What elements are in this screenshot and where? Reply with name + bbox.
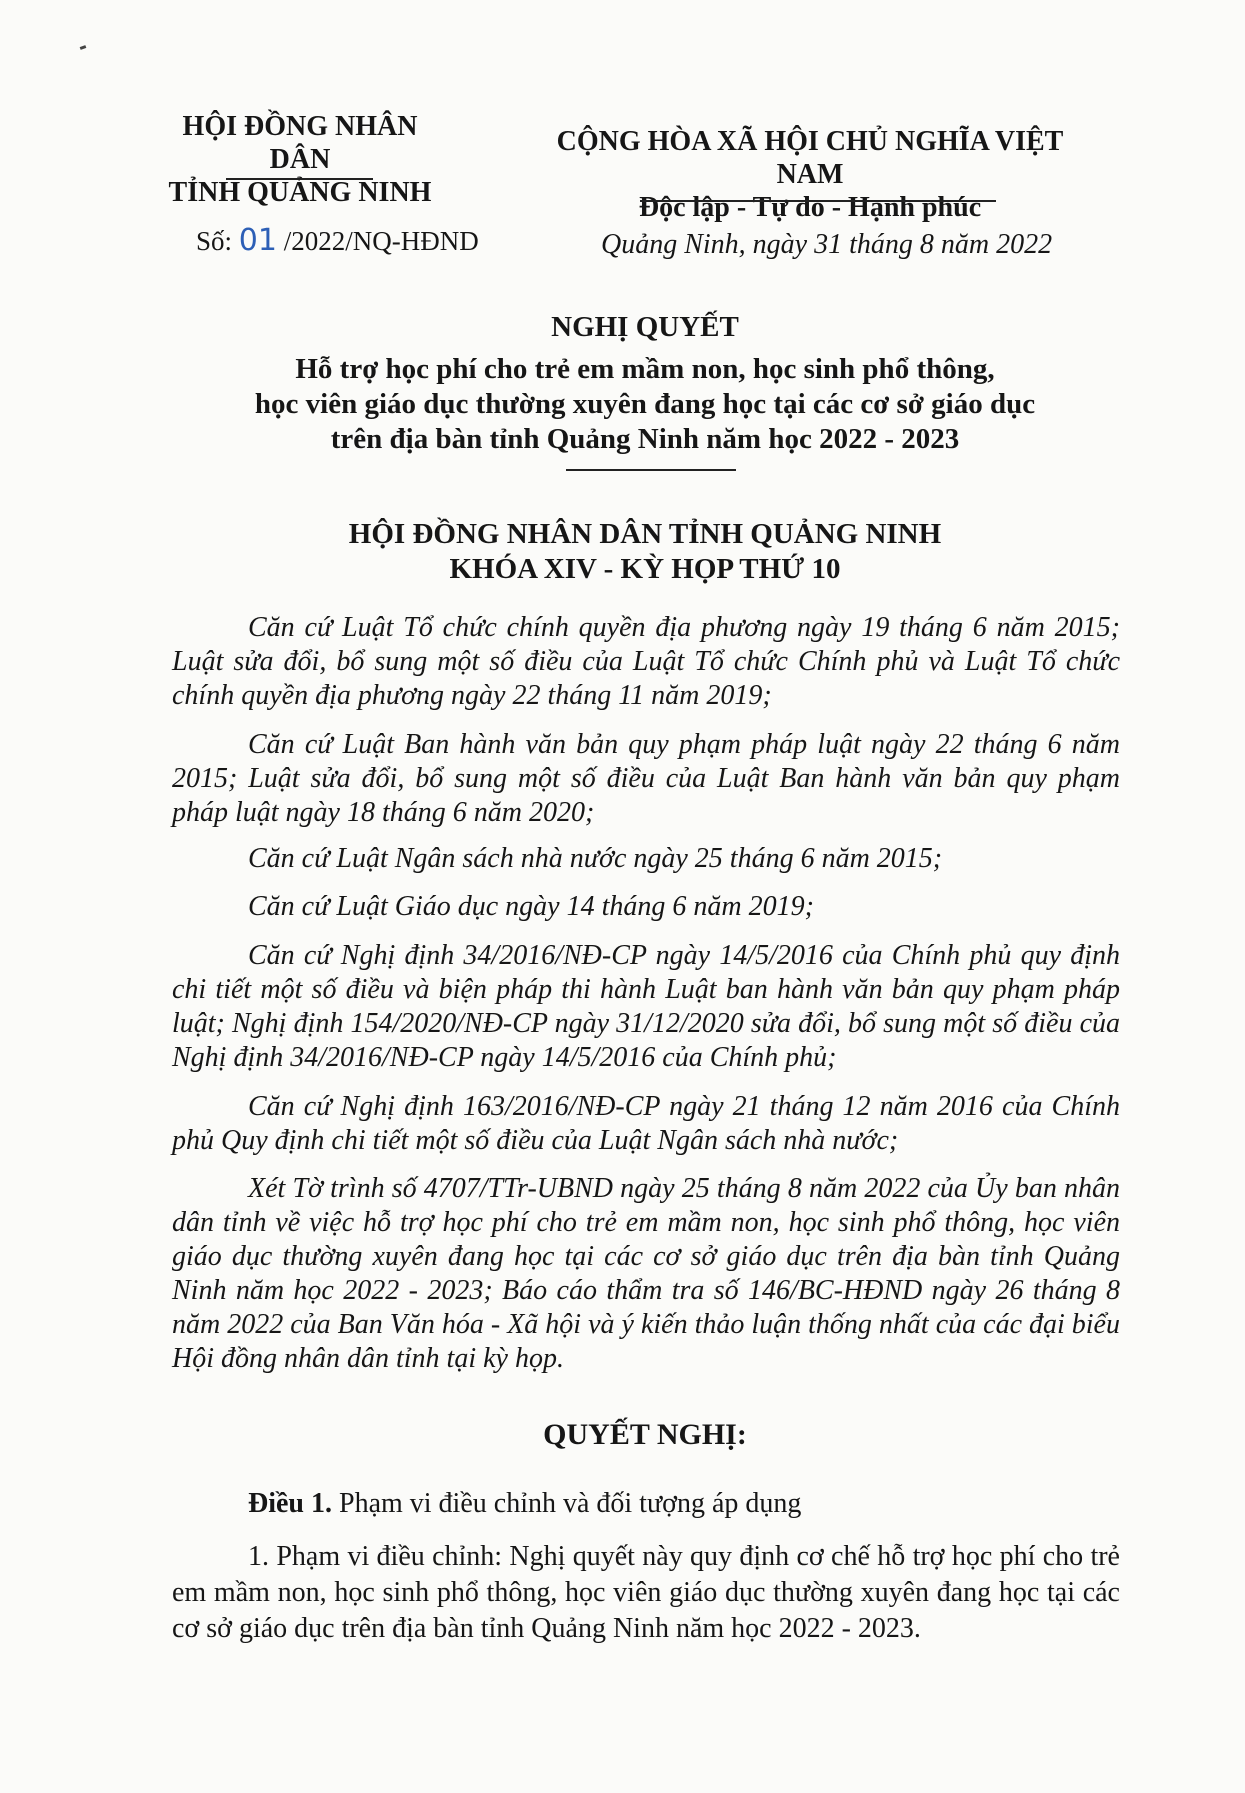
authority-line1: HỘI ĐỒNG NHÂN DÂN TỈNH QUẢNG NINH	[348, 518, 942, 550]
title-line2: học viên giáo dục thường xuyên đang học tại các cơ sở giáo dục	[254, 388, 1036, 420]
title-line1: Hỗ trợ học phí cho trẻ em mầm non, học sinh phổ thông,	[295, 353, 995, 385]
country-name: CỘNG HÒA XÃ HỘI CHỦ NGHĨA VIỆT NAM	[556, 126, 1064, 190]
preamble-paragraph: Xét Tờ trình số 4707/TTr-UBND ngày 25 tháng 8 năm 2022 của Ủy ban nhân dân tỉnh về việc hỗ trợ học phí cho trẻ em mầm non, học sinh phổ thông, học viên giáo dục thường xuyên đang học tại các cơ sở giáo dục trên địa bàn tỉnh Quảng Ninh năm học 2022 - 2023; Báo cáo thẩm tra số 146/BC-HĐND ngày 26 tháng 8 năm 2022 của Ban Văn hóa - Xã hội và ý kiến thảo luận thống nhất của các đại biểu Hội đồng nhân dân tỉnh tại kỳ họp.	[172, 1173, 1120, 1374]
title-block	[150, 352, 1140, 457]
national-motto-block	[520, 125, 1100, 224]
issuer-line2: TỈNH QUẢNG NINH	[168, 177, 432, 208]
preamble-paragraph: Căn cứ Luật Tổ chức chính quyền địa phương ngày 19 tháng 6 năm 2015; Luật sửa đổi, bổ sung một số điều của Luật Tổ chức Chính phủ và Luật Tổ chức chính quyền địa phương ngày 22 tháng 11 năm 2019;	[172, 612, 1120, 711]
authority-line2: KHÓA XIV - KỲ HỌP THỨ 10	[449, 553, 841, 585]
preamble-paragraph: Căn cứ Luật Ngân sách nhà nước ngày 25 tháng 6 năm 2015;	[248, 843, 943, 874]
issuer-line1: HỘI ĐỒNG NHÂN DÂN	[182, 111, 418, 175]
preamble-paragraph: Căn cứ Luật Ban hành văn bản quy phạm pháp luật ngày 22 tháng 6 năm 2015; Luật sửa đổi, bổ sung một số điều của Luật Ban hành văn bản quy phạm pháp luật ngày 18 tháng 6 năm 2020;	[172, 729, 1120, 828]
preamble-paragraph: Căn cứ Luật Giáo dục ngày 14 tháng 6 năm 2019;	[248, 891, 814, 922]
article-1-title: Phạm vi điều chỉnh và đối tượng áp dụng	[339, 1488, 802, 1519]
number-suffix: /2022/NQ-HĐND	[283, 226, 479, 256]
decision-heading: QUYẾT NGHỊ:	[543, 1418, 747, 1451]
issuer-block	[150, 110, 450, 209]
place-date: Quảng Ninh, ngày 31 tháng 8 năm 2022	[601, 229, 1053, 260]
number-prefix: Số:	[196, 226, 233, 256]
article-1-label: Điều 1.	[248, 1488, 332, 1519]
preamble-paragraph: Căn cứ Nghị định 34/2016/NĐ-CP ngày 14/5/2016 của Chính phủ quy định chi tiết một số điều và biện pháp thi hành Luật ban hành văn bản quy phạm pháp luật; Nghị định 154/2020/NĐ-CP ngày 31/12/2020 sửa đổi, bổ sung một số điều của Nghị định 34/2016/NĐ-CP ngày 14/5/2016 của Chính phủ;	[172, 940, 1120, 1073]
article-1-clause-1: 1. Phạm vi điều chỉnh: Nghị quyết này quy định cơ chế hỗ trợ học phí cho trẻ em mầm non, học sinh phổ thông, học viên giáo dục thường xuyên đang học tại các cơ sở giáo dục trên địa bàn tỉnh Quảng Ninh năm học 2022 - 2023.	[172, 1541, 1120, 1644]
motto: Độc lập - Tự do - Hạnh phúc	[638, 192, 982, 223]
handwritten-number: 01	[238, 223, 277, 258]
authority-block	[150, 517, 1140, 587]
title-line3: trên địa bàn tỉnh Quảng Ninh năm học 2022 - 2023	[330, 423, 960, 455]
document-type: NGHỊ QUYẾT	[551, 311, 739, 343]
article-1-heading	[248, 1487, 801, 1521]
title-underline	[566, 469, 736, 471]
preamble-paragraph: Căn cứ Nghị định 163/2016/NĐ-CP ngày 21 tháng 12 năm 2016 của Chính phủ Quy định chi tiết một số điều của Luật Ngân sách nhà nước;	[172, 1091, 1120, 1156]
document-number	[196, 224, 479, 258]
issuer-underline	[226, 178, 373, 180]
scan-speck	[80, 45, 87, 50]
motto-underline	[640, 200, 996, 202]
